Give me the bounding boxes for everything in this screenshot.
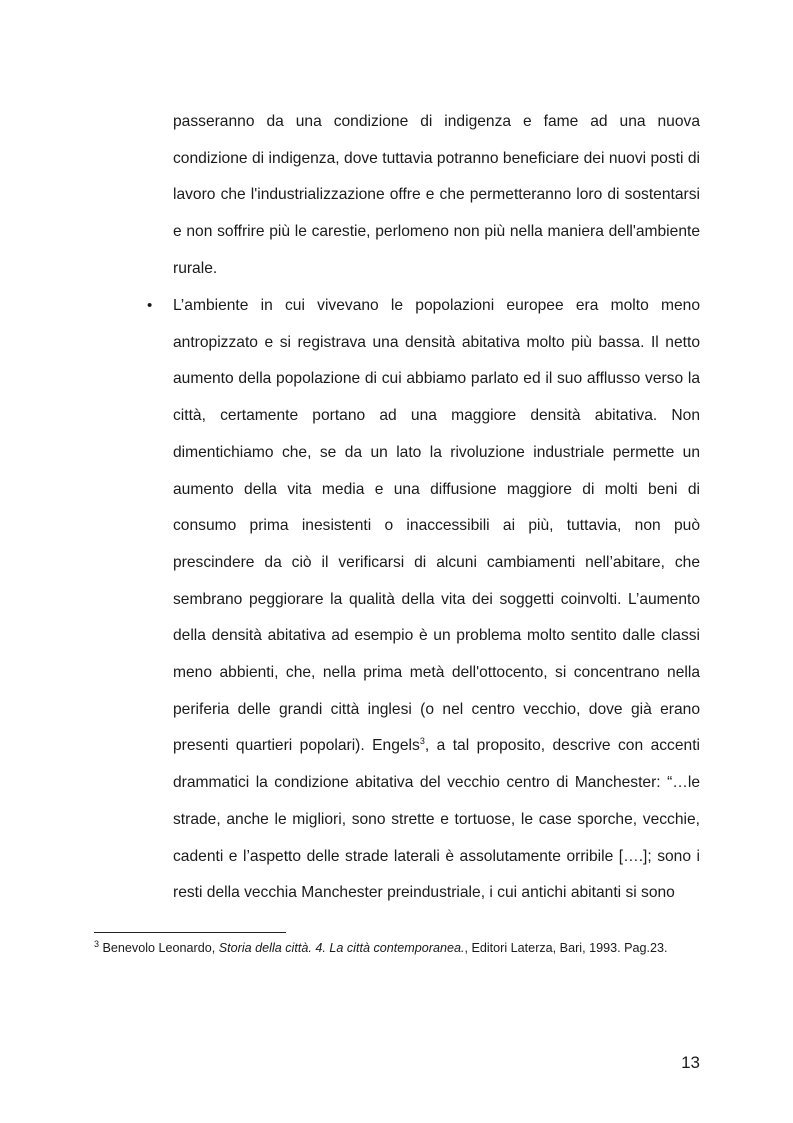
footnote-publisher: , Editori Laterza, Bari, 1993. Pag.23.: [464, 941, 668, 955]
page-number: 13: [681, 1053, 700, 1072]
footnote-author: Benevolo Leonardo,: [99, 941, 219, 955]
bullet-marker: •: [147, 297, 153, 314]
bullet-paragraph: [173, 288, 700, 912]
footnote-title: Storia della città. 4. La città contemporanea.: [218, 941, 465, 955]
continued-paragraph: [173, 104, 700, 288]
footnote-mark: 3: [94, 938, 100, 949]
bullet-text-part-2: , a tal proposito, descrive con accenti drammatici la condizione abitativa del vecchio centro di Manchester: “…le strade, anche le migliori, sono strette e tortuose, le case sporche, vecchie, cadenti e l’aspetto delle strade laterali è assolutamente orribile [….]; sono i resti della vecchia Manchester preindustriale, i cui antichi abitanti si sono: [173, 737, 700, 902]
bullet-text-part-1: L’ambiente in cui vivevano le popolazioni europee era molto meno antropizzato e si registrava una densità abitativa molto più bassa. Il netto aumento della popolazione di cui abbiamo parlato ed il suo afflusso verso la città, certamente portano ad una maggiore densità abitativa. Non dimentichiamo che, se da un lato la rivoluzione industriale permette un aumento della vita media e una diffusione maggiore di molti beni di consumo prima inesistenti o inaccessibili ai più, tuttavia, non può prescindere da ciò il verificarsi di alcuni cambiamenti nell’abitare, che sembrano peggiorare la qualità della vita dei soggetti coinvolti. L’aumento della densità abitativa ad esempio è un problema molto sentito dalle classi meno abbienti, che, nella prima metà dell'ottocento, si concentrano nella periferia delle grandi città inglesi (o nel centro vecchio, dove già erano presenti quartieri popolari). Engels: [173, 297, 700, 755]
footnote-reference: 3: [419, 736, 425, 747]
paragraph-text: passeranno da una condizione di indigenza e fame ad una nuova condizione di indigenza, dove tuttavia potranno beneficiare dei nuovi posti di lavoro che l'industrializzazione offre e che permetteranno loro di sostentarsi e non soffrire più le carestie, perlomeno non più nella maniera dell'ambiente rurale.: [173, 113, 700, 277]
bullet-list-item: [147, 288, 700, 912]
footnote: [94, 939, 700, 957]
footnote-separator: [94, 932, 286, 933]
